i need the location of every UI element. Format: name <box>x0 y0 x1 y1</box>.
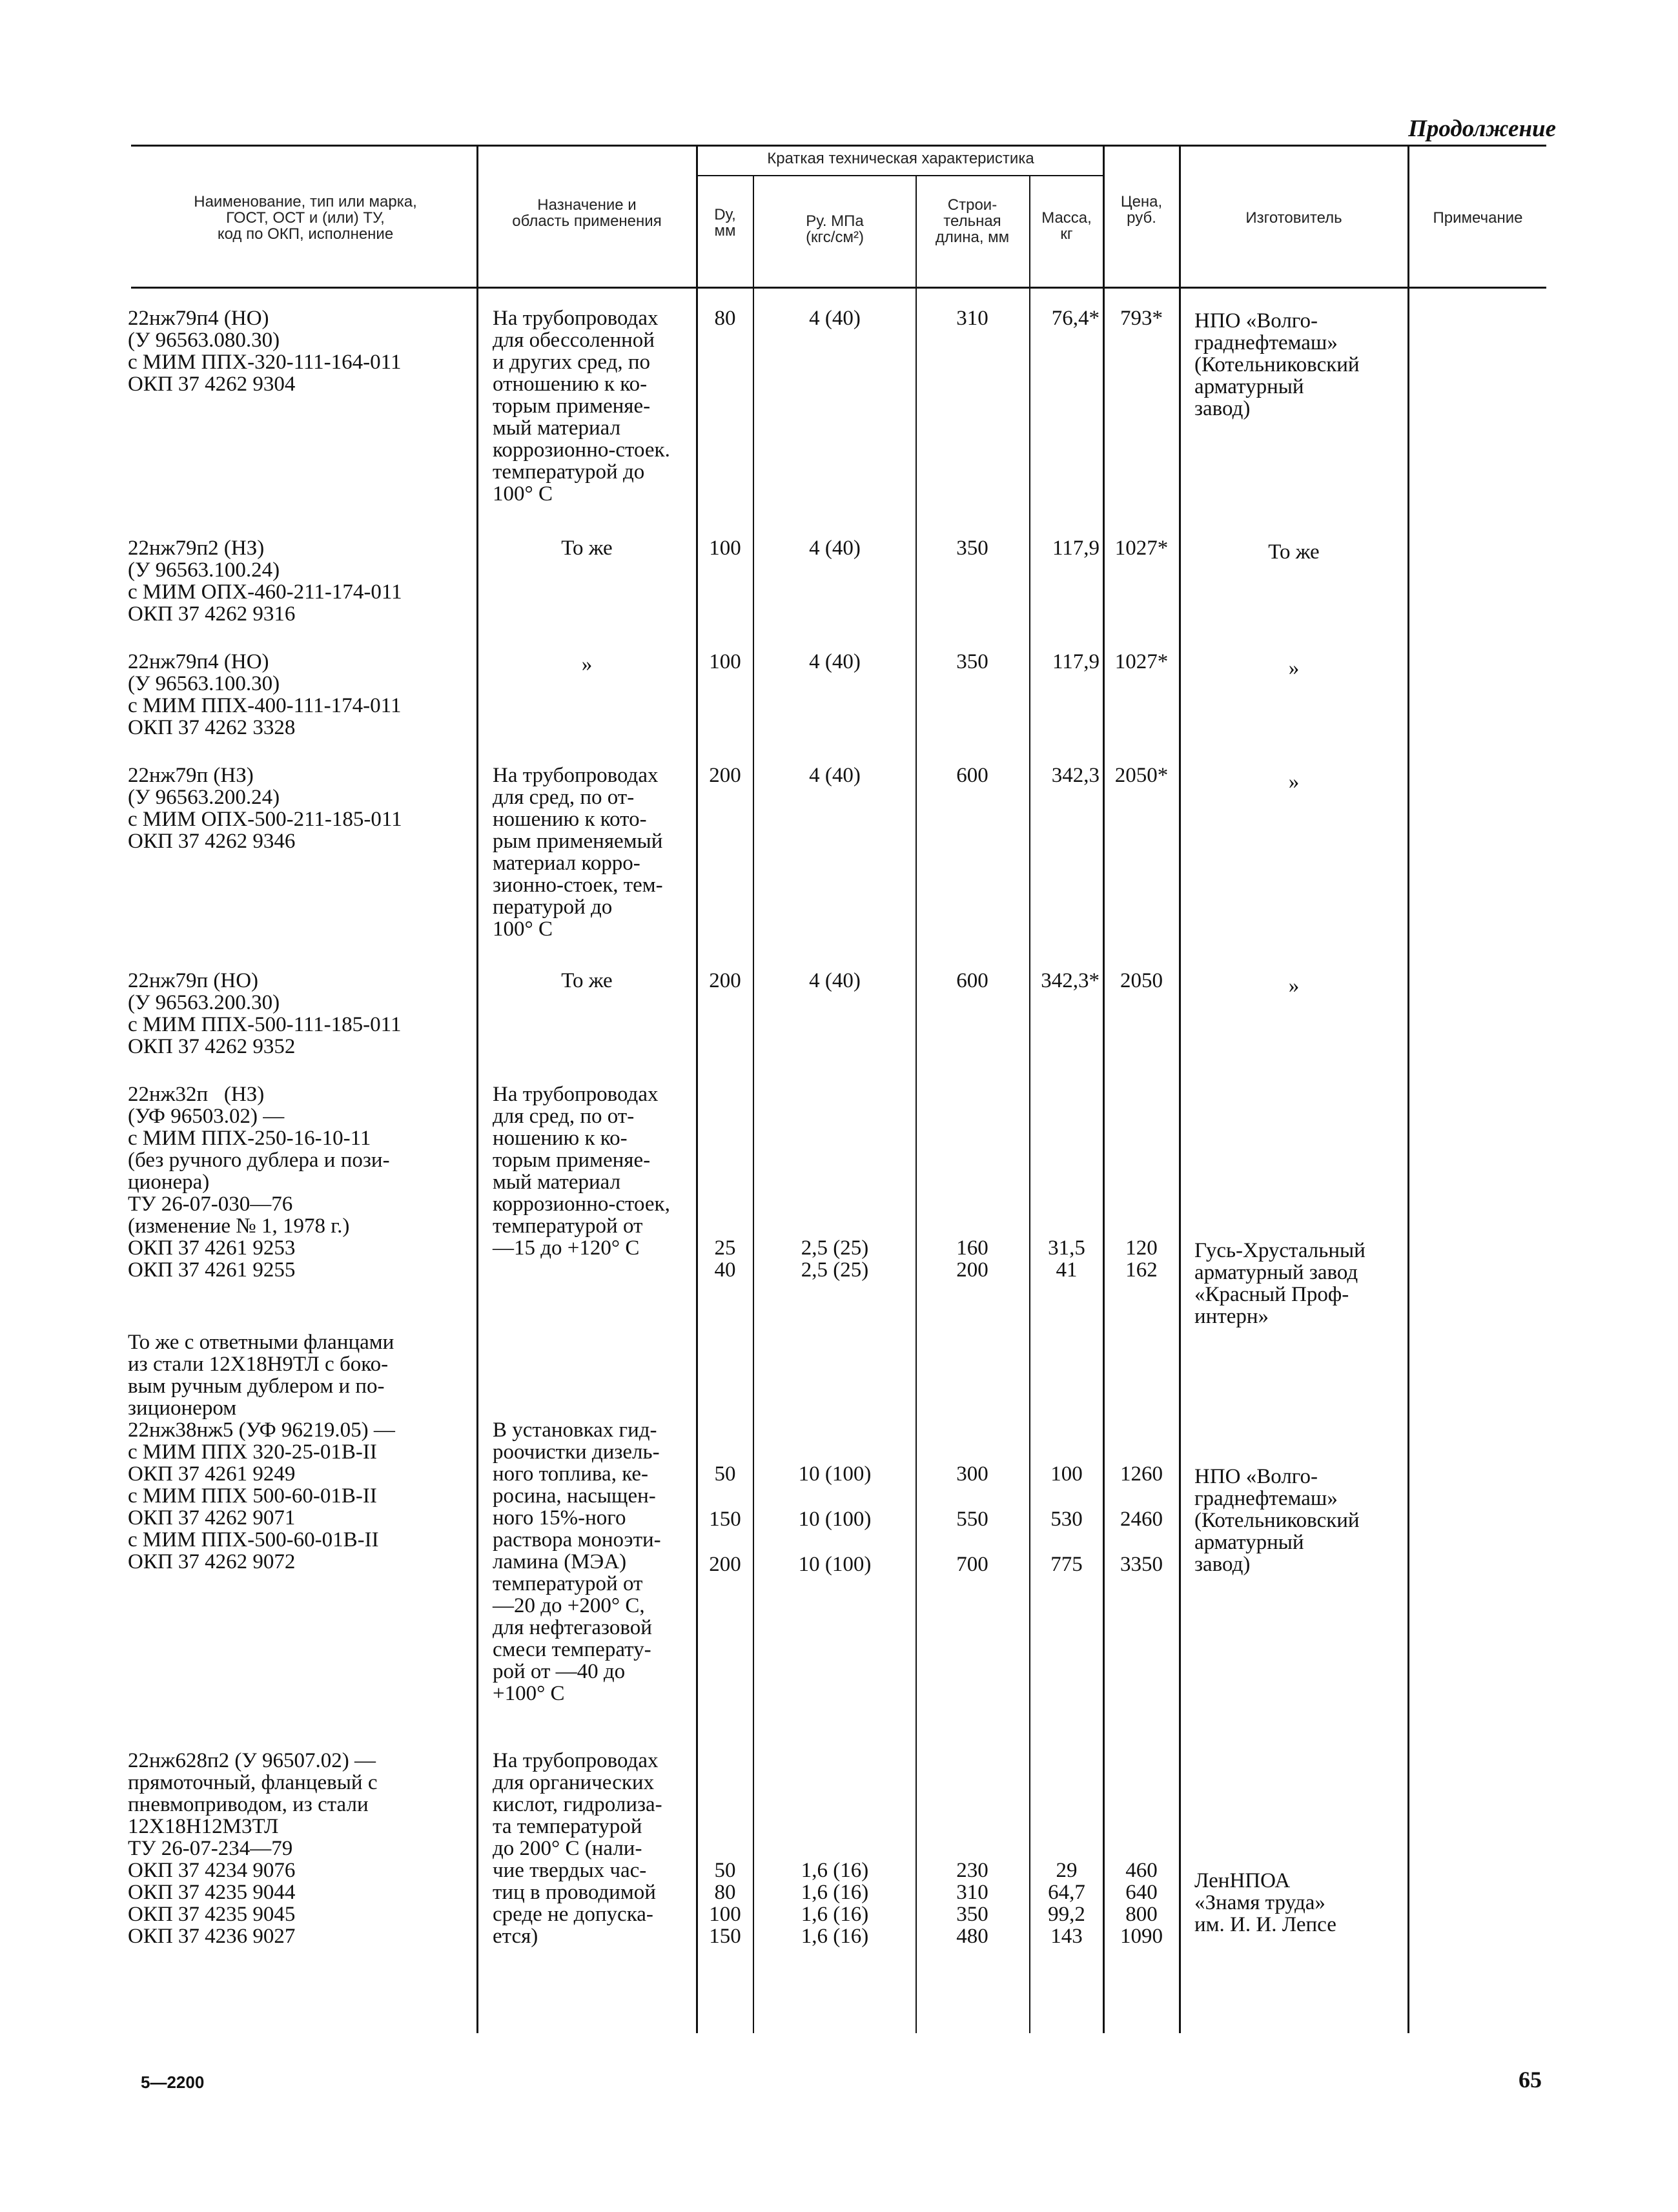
row-0-py: 4 (40) <box>809 307 861 330</box>
col-line-8 <box>1407 145 1409 2033</box>
row-0-maker: НПО «Волго- граднефтемаш» (Котельниковский арматурный завод) <box>1194 309 1360 420</box>
row-7-price: 460 640 800 1090 <box>1120 1859 1163 1948</box>
row-0-dy: 80 <box>714 307 736 330</box>
row-0-mass: 76,4* <box>1051 307 1100 330</box>
row-6-py-c: 10 (100) <box>798 1553 872 1576</box>
header-name: Наименование, тип или марка, ГОСТ, ОСТ и (или) ТУ, код по ОКП, исполнение <box>194 193 417 243</box>
row-3-purpose: На трубопроводах для сред, по от- ношению к кото- рым применяемый материал корро- зионно-стоек, тем- пературой до 100° С <box>493 764 663 941</box>
row-3-mass: 342,3 <box>1051 764 1100 787</box>
col-line-3 <box>753 175 754 2033</box>
row-5-price: 120 162 <box>1125 1236 1158 1282</box>
row-2-py: 4 (40) <box>809 650 861 673</box>
row-2-name: 22нж79п4 (НО) (У 96563.100.30) с МИМ ППХ-400-111-174-011 ОКП 37 4262 3328 <box>128 650 402 739</box>
row-3-py: 4 (40) <box>809 764 861 787</box>
row-2-length: 350 <box>956 650 988 673</box>
header-maker: Изготовитель <box>1245 209 1342 227</box>
row-0-purpose: На трубопроводах для обессоленной и других сред, по отношению к ко- торым применяе- мый материал коррозионно-стоек. температурой до 100° С <box>493 307 670 506</box>
row-3-maker: » <box>1288 770 1300 794</box>
row-6-py-b: 10 (100) <box>798 1508 872 1531</box>
header-note: Примечание <box>1433 209 1523 227</box>
row-4-purpose: То же <box>561 969 613 992</box>
row-1-dy: 100 <box>709 537 741 560</box>
row-3-name: 22нж79п (НЗ) (У 96563.200.24) с МИМ ОПХ-500-211-185-011 ОКП 37 4262 9346 <box>128 764 402 853</box>
row-4-dy: 200 <box>709 969 741 992</box>
row-6-dy-c: 200 <box>709 1553 741 1576</box>
row-7-py: 1,6 (16) 1,6 (16) 1,6 (16) 1,6 (16) <box>801 1859 869 1948</box>
header-dy: Dу, мм <box>714 206 736 240</box>
col-line-5 <box>1029 175 1030 2033</box>
col-line-4 <box>916 175 917 2033</box>
row-6-price-c: 3350 <box>1120 1553 1163 1576</box>
tech-group-rule <box>696 175 1103 176</box>
header-py: Pу. МПа (кгс/см²) <box>806 212 864 246</box>
row-7-maker: ЛенНПОА «Знамя труда» им. И. И. Лепсе <box>1194 1869 1336 1936</box>
row-5-py: 2,5 (25) 2,5 (25) <box>801 1236 869 1282</box>
row-5-length: 160 200 <box>956 1236 988 1282</box>
row-1-purpose: То же <box>561 537 613 560</box>
col-line-2 <box>696 145 698 2033</box>
row-5-purpose: На трубопроводах для сред, по от- ношению к ко- торым применяе- мый материал коррозионно-стоек, температурой от —15 до +120° С <box>493 1083 670 1260</box>
row-6-name: То же с ответными фланцами из стали 12Х18Н9ТЛ с боко- вым ручным дублером и по- зиционером 22нж38нж5 (УФ 96219.05) — с МИМ ППХ 320-25-01В-II ОКП 37 4261 9249 с МИМ ППХ 500-60-01В-II ОКП 37 4262 9071 с МИМ ППХ-500-60-01В-II ОКП 37 4262 9072 <box>128 1331 395 1573</box>
row-0-name: 22нж79п4 (НО) (У 96563.080.30) с МИМ ППХ-320-111-164-011 ОКП 37 4262 9304 <box>128 307 402 396</box>
row-6-length-a: 300 <box>956 1462 988 1486</box>
row-6-mass-a: 100 <box>1050 1462 1083 1486</box>
row-4-name: 22нж79п (НО) (У 96563.200.30) с МИМ ППХ-500-111-185-011 ОКП 37 4262 9352 <box>128 969 402 1058</box>
row-3-dy: 200 <box>709 764 741 787</box>
table-top-rule <box>131 145 1546 147</box>
col-line-6 <box>1103 145 1105 2033</box>
page-number: 65 <box>1519 2067 1542 2093</box>
row-5-mass: 31,5 41 <box>1048 1236 1085 1282</box>
row-6-mass-b: 530 <box>1050 1508 1083 1531</box>
continuation-label: Продолжение <box>1408 116 1556 142</box>
row-6-dy-b: 150 <box>709 1508 741 1531</box>
row-7-mass: 29 64,7 99,2 143 <box>1048 1859 1085 1948</box>
row-1-price: 1027* <box>1114 537 1169 560</box>
row-2-maker: » <box>1288 657 1300 680</box>
row-2-dy: 100 <box>709 650 741 673</box>
row-6-maker: НПО «Волго- граднефтемаш» (Котельниковский арматурный завод) <box>1194 1465 1360 1576</box>
row-5-maker: Гусь-Хрустальный арматурный завод «Красный Проф- интерн» <box>1194 1239 1366 1328</box>
header-tech-group: Краткая техническая характеристика <box>767 150 1034 167</box>
row-7-dy: 50 80 100 150 <box>709 1859 741 1948</box>
row-1-length: 350 <box>956 537 988 560</box>
row-6-purpose: В установках гид- роочистки дизель- ного топлива, ке- росина, насыщен- ного 15%-ного раствора моноэти- ламина (МЭА) температурой от —20 до +200° С, для нефтегазовой смеси температу- рой от —40 до +100° С <box>493 1418 661 1705</box>
row-3-length: 600 <box>956 764 988 787</box>
row-3-price: 2050* <box>1114 764 1169 787</box>
col-line-7 <box>1179 145 1181 2033</box>
row-0-price: 793* <box>1120 307 1163 330</box>
row-1-name: 22нж79п2 (НЗ) (У 96563.100.24) с МИМ ОПХ-460-211-174-011 ОКП 37 4262 9316 <box>128 537 402 626</box>
row-4-maker: » <box>1288 974 1300 998</box>
row-1-maker: То же <box>1268 540 1320 564</box>
row-7-length: 230 310 350 480 <box>956 1859 988 1948</box>
row-5-name: 22нж32п (НЗ) (УФ 96503.02) — с МИМ ППХ-250-16-10-11 (без ручного дублера и пози- ционера) ТУ 26-07-030—76 (изменение № 1, 1978 г.) ОКП 37 4261 9253 ОКП 37 4261 9255 <box>128 1083 390 1282</box>
row-6-dy-a: 50 <box>714 1462 736 1486</box>
row-6-py-a: 10 (100) <box>798 1462 872 1486</box>
header-length: Строи- тельная длина, мм <box>935 196 1010 246</box>
row-5-dy: 25 40 <box>714 1236 736 1282</box>
row-4-py: 4 (40) <box>809 969 861 992</box>
footer-code: 5—2200 <box>141 2073 205 2092</box>
header-price: Цена, руб. <box>1120 193 1163 227</box>
row-6-length-b: 550 <box>956 1508 988 1531</box>
row-4-mass: 342,3* <box>1041 969 1100 992</box>
row-4-length: 600 <box>956 969 988 992</box>
row-0-length: 310 <box>956 307 988 330</box>
header-bottom-rule <box>131 287 1546 289</box>
row-6-price-b: 2460 <box>1120 1508 1163 1531</box>
row-1-py: 4 (40) <box>809 537 861 560</box>
row-2-mass: 117,9 <box>1052 650 1100 673</box>
row-6-length-c: 700 <box>956 1553 988 1576</box>
row-6-price-a: 1260 <box>1120 1462 1163 1486</box>
row-6-mass-c: 775 <box>1050 1553 1083 1576</box>
row-7-purpose: На трубопроводах для органических кислот, гидролиза- та температурой до 200° С (нали- чие твердых час- тиц в проводимой среде не допуска- ется) <box>493 1749 662 1948</box>
col-line-1 <box>476 145 478 2033</box>
header-purpose: Назначение и область применения <box>512 196 662 230</box>
row-1-mass: 117,9 <box>1052 537 1100 560</box>
row-2-purpose: » <box>581 653 593 676</box>
header-mass: Масса, кг <box>1041 209 1092 243</box>
row-2-price: 1027* <box>1114 650 1169 673</box>
row-4-price: 2050 <box>1120 969 1163 992</box>
row-7-name: 22нж628п2 (У 96507.02) — прямоточный, фланцевый с пневмоприводом, из стали 12Х18Н12М3ТЛ ТУ 26-07-234—79 ОКП 37 4234 9076 ОКП 37 4235 9044 ОКП 37 4235 9045 ОКП 37 4236 9027 <box>128 1749 378 1948</box>
